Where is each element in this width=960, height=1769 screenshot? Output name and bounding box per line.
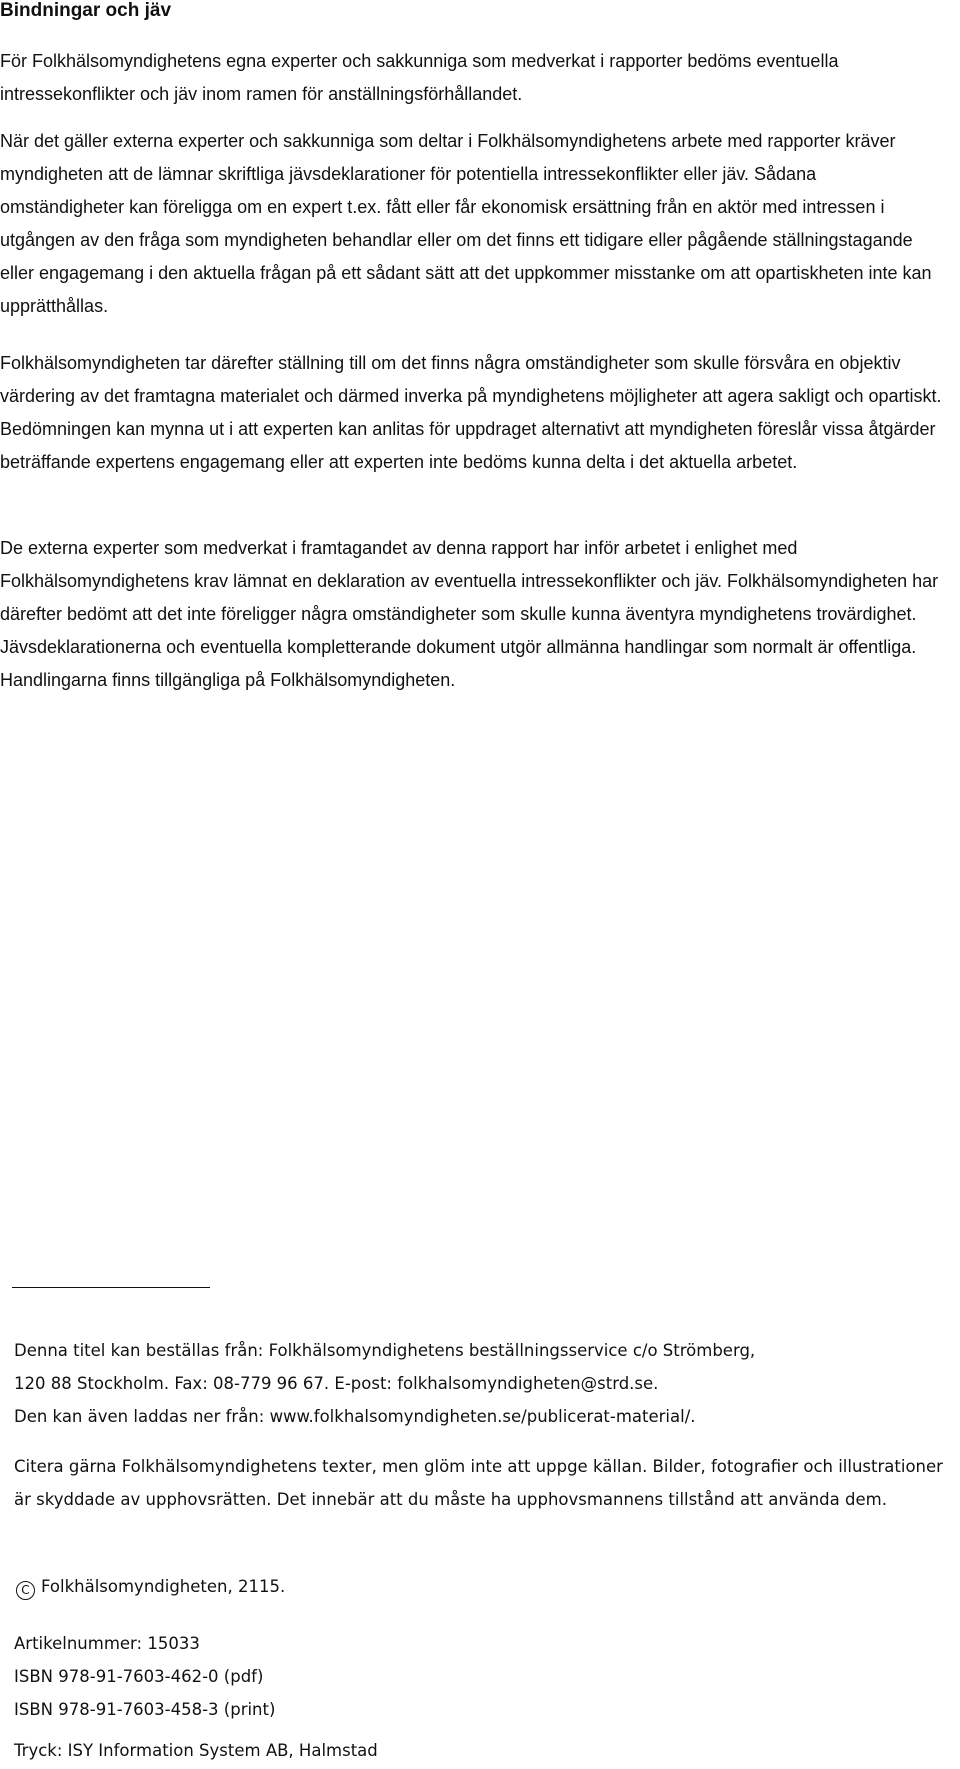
printer-info: Tryck: ISY Information System AB, Halmstad [14, 1741, 378, 1760]
paragraph-assessment: Folkhälsomyndigheten tar därefter ställning till om det finns några omständigheter som skulle försvåra en objektiv värdering av det framtagna materialet och därmed inverka på myndighetens möjligheter att agera sakligt och opartiskt. Bedömningen kan mynna ut i att experten kan anlitas för uppdraget alternativt att myndigheten föreslår vissa åtgärder beträffande expertens engagemang eller att experten inte bedöms kunna delta i det aktuella arbetet. [0, 353, 942, 472]
copyright-line [14, 1570, 285, 1603]
paragraph-internal-experts: För Folkhälsomyndighetens egna experter och sakkunniga som medverkat i rapporter bedöms eventuella intressekonflikter och jäv inom ramen för anställningsförhållandet. [0, 51, 839, 104]
isbn-print: ISBN 978-91-7603-458-3 (print) [14, 1700, 276, 1719]
article-number: Artikelnummer: 15033 [14, 1634, 200, 1653]
footnote-divider [12, 1287, 210, 1288]
order-line: Den kan även laddas ner från: www.folkhalsomyndigheten.se/publicerat-material/. [14, 1407, 696, 1426]
copyright-text: Folkhälsomyndigheten, 2115. [41, 1577, 286, 1596]
copyright-icon: C [16, 1581, 35, 1600]
paragraph-report-declaration: De externa experter som medverkat i framtagandet av denna rapport har inför arbetet i enlighet med Folkhälsomyndighetens krav lämnat en deklaration av eventuella intressekonflikter och jäv. Folkhälsomyndigheten har därefter bedömt att det inte föreligger några omständigheter som skulle kunna äventyra myndighetens trovärdighet. Jävsdeklarationerna och eventuella kompletterande dokument utgör allmänna handlingar som normalt är offentliga. Handlingarna finns tillgängliga på Folkhälsomyndigheten. [0, 538, 939, 690]
order-info [14, 1334, 944, 1433]
order-line: 120 88 Stockholm. Fax: 08-779 96 67. E-post: folkhalsomyndigheten@strd.se. [14, 1374, 659, 1393]
order-line: Denna titel kan beställas från: Folkhälsomyndighetens beställningsservice c/o Strömberg, [14, 1341, 756, 1360]
citation-notice: Citera gärna Folkhälsomyndighetens texter, men glöm inte att uppge källan. Bilder, fotografier och illustrationer är skyddade av upphovsrätten. Det innebär att du måste ha upphovsmannens tillstånd att använda dem. [14, 1457, 943, 1509]
paragraph-external-experts: När det gäller externa experter och sakkunniga som deltar i Folkhälsomyndighetens arbete med rapporter kräver myndigheten att de lämnar skriftliga jävsdeklarationer för potentiella intressekonflikter eller jäv. Sådana omständigheter kan föreligga om en expert t.ex. fått eller får ekonomisk ersättning från en aktör med intressen i utgången av den fråga som myndigheten behandlar eller om det finns ett tidigare eller pågående ställningstagande eller engagemang i den aktuella frågan på ett sådant sätt att det uppkommer misstanke om att opartiskheten inte kan upprätthållas. [0, 131, 932, 316]
publication-identifiers [14, 1627, 944, 1726]
isbn-pdf: ISBN 978-91-7603-462-0 (pdf) [14, 1667, 264, 1686]
section-heading: Bindningar och jäv [0, 0, 172, 21]
